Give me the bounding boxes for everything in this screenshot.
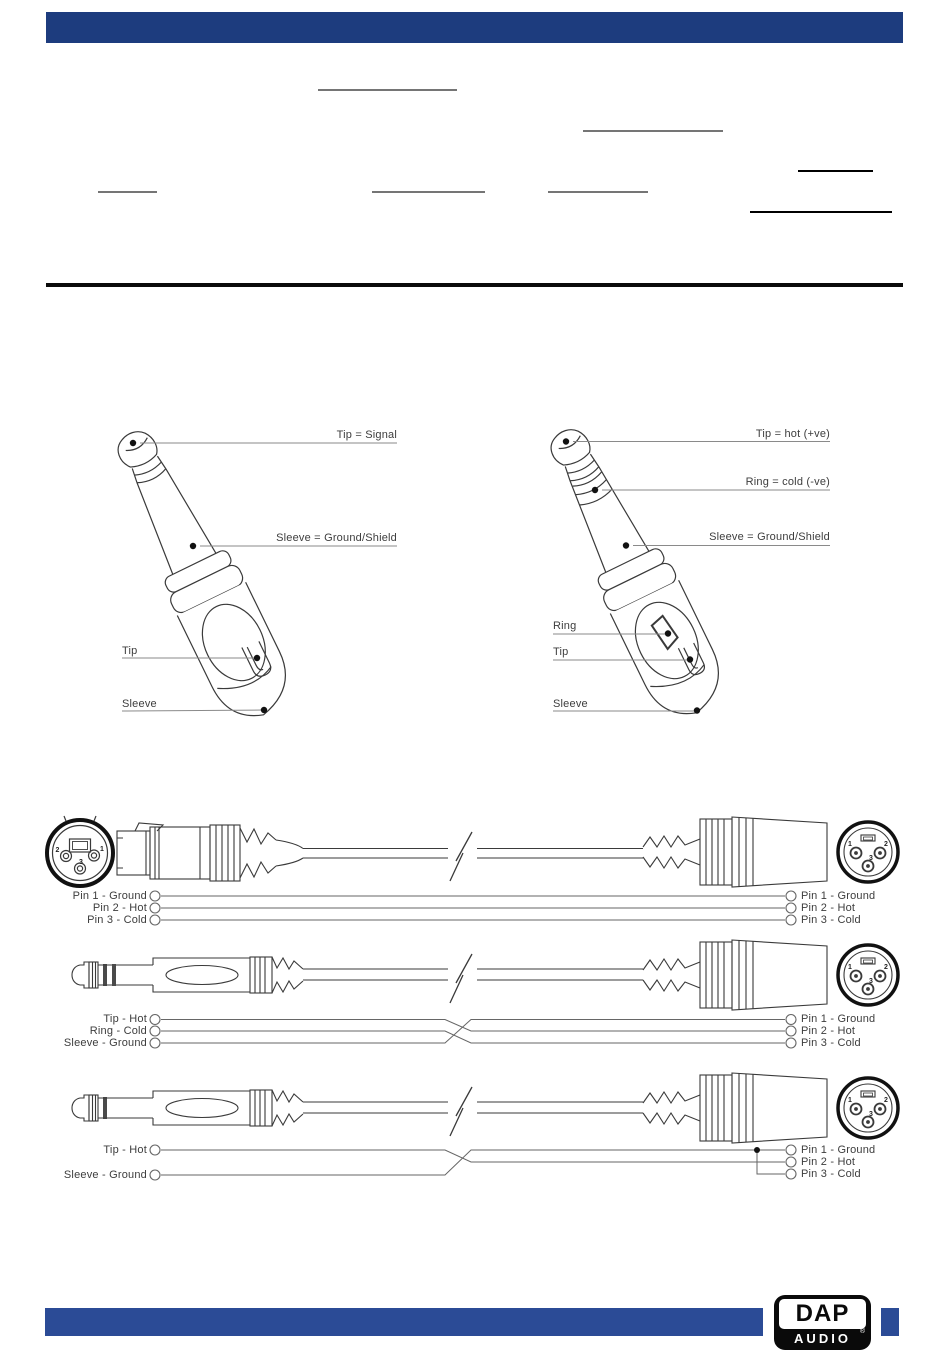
logo-brand: DAP bbox=[779, 1299, 866, 1329]
callout-sleeve-shield: Sleeve = Ground/Shield bbox=[709, 531, 830, 543]
diagram-canvas: 3 2 1 3 bbox=[0, 0, 950, 1359]
logo-plate bbox=[774, 1295, 871, 1350]
wire-label: Sleeve - Ground bbox=[63, 1037, 147, 1049]
callout-sleeve: Sleeve bbox=[553, 698, 588, 710]
callout-tip-hot: Tip = hot (+ve) bbox=[755, 428, 830, 440]
footer-blue-bar bbox=[45, 1308, 763, 1336]
cable-ts-xlr bbox=[72, 1073, 898, 1180]
wire-label: Pin 2 - Hot bbox=[801, 902, 856, 914]
callout-tip-signal: Tip = Signal bbox=[336, 429, 397, 441]
mono-jack-diagram bbox=[97, 417, 397, 730]
wire-label: Pin 2 - Hot bbox=[801, 1025, 856, 1037]
wire-label: Pin 1 - Ground bbox=[801, 1013, 876, 1025]
callout-tip: Tip bbox=[553, 646, 569, 658]
wire-label: Tip - Hot bbox=[103, 1013, 147, 1025]
pin-number: 3 bbox=[79, 859, 83, 866]
callout-tip: Tip bbox=[122, 645, 138, 657]
callout-sleeve-shield: Sleeve = Ground/Shield bbox=[276, 532, 397, 544]
wire-label: Pin 1 - Ground bbox=[801, 1144, 876, 1156]
callout-sleeve: Sleeve bbox=[122, 698, 157, 710]
wire-label: Pin 1 - Ground bbox=[72, 890, 147, 902]
wire-label: Pin 2 - Hot bbox=[92, 902, 147, 914]
dap-audio-logo bbox=[771, 1292, 874, 1353]
wire-label: Pin 3 - Cold bbox=[801, 1037, 861, 1049]
pin-number: 1 bbox=[100, 846, 104, 853]
pin-number: 2 bbox=[55, 847, 60, 854]
wire-label: Pin 1 - Ground bbox=[801, 890, 876, 902]
stereo-jack-diagram bbox=[530, 415, 830, 728]
wire-label: Tip - Hot bbox=[103, 1144, 147, 1156]
wire-label: Pin 3 - Cold bbox=[87, 914, 147, 926]
wire-label: Pin 3 - Cold bbox=[801, 914, 861, 926]
logo-sub: AUDIO bbox=[794, 1331, 851, 1346]
cable-xlr-xlr bbox=[47, 816, 898, 925]
footer-blue-square bbox=[881, 1308, 899, 1336]
wire-label: Pin 3 - Cold bbox=[801, 1168, 861, 1180]
callout-ring: Ring bbox=[553, 620, 577, 632]
wire-label: Pin 2 - Hot bbox=[801, 1156, 856, 1168]
wire-label: Sleeve - Ground bbox=[63, 1169, 147, 1181]
wire-label: Ring - Cold bbox=[89, 1025, 147, 1037]
callout-ring-cold: Ring = cold (-ve) bbox=[745, 476, 830, 488]
cable-trs-xlr bbox=[72, 940, 898, 1048]
registered-mark: ® bbox=[859, 1328, 865, 1335]
